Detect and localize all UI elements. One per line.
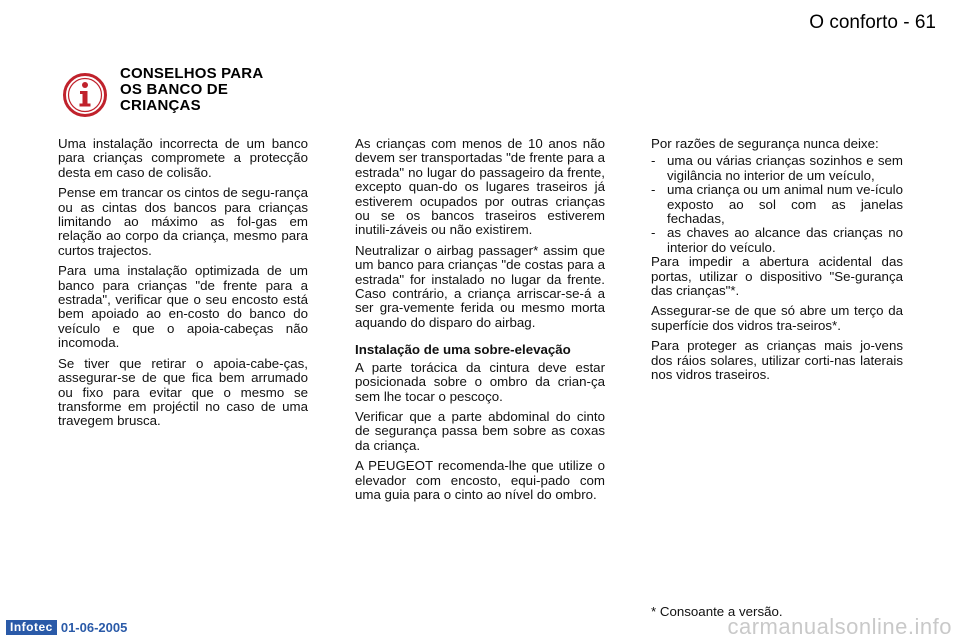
footer-brand bbox=[6, 620, 127, 635]
section-title-line: OS BANCO DE bbox=[120, 81, 229, 98]
paragraph: Verificar que a parte abdominal do cinto de segurança passa bem sobre as coxas da criança. bbox=[355, 408, 605, 453]
paragraph: Para uma instalação optimizada de um banco para crianças "de frente para a estrada", verificar que o seu encosto está bem apoiado ao en-costo do banco do veículo e que o apoia-cabeças não incomoda. bbox=[58, 263, 308, 351]
edition-date: 01-06-2005 bbox=[60, 620, 128, 635]
text-column-3 bbox=[651, 137, 903, 389]
paragraph: Neutralizar o airbag passager* assim que um banco para crianças "de costas para a estrada" for instalado no lugar da frente. Caso contrário, a criança arriscar-se-á a ser gra-vemente ferida ou mesmo morta aquando do disparo do airbag. bbox=[355, 242, 605, 330]
section-title-line: CRIANÇAS bbox=[120, 97, 201, 114]
text-column-2 bbox=[355, 137, 605, 508]
footnote: * Consoante a versão. bbox=[651, 604, 783, 619]
paragraph: Para impedir a abertura acidental das portas, utilizar o dispositivo "Se-gurança das crianças"*. bbox=[651, 254, 903, 299]
paragraph: Uma instalação incorrecta de um banco para crianças compromete a protecção desta em caso de colisão. bbox=[58, 136, 308, 180]
paragraph: Para proteger as crianças mais jo-vens dos ráios solares, utilizar corti-nas laterais nos vidros traseiros. bbox=[651, 338, 903, 383]
paragraph: Pense em trancar os cintos de segu-rança ou as cintas dos bancos para crianças limitando ao máximo as fol-gas em relação ao corpo da criança, mesmo para curtos trajectos. bbox=[58, 185, 308, 258]
paragraph: A PEUGEOT recomenda-lhe que utilize o elevador com encosto, equi-pado com uma guia para o cinto ao nível do ombro. bbox=[355, 458, 605, 502]
section-title-line: CONSELHOS PARA bbox=[120, 65, 264, 82]
list-item: - as chaves ao alcance das crianças no interior do veículo. bbox=[651, 226, 903, 255]
list-item: - uma ou várias crianças sozinhos e sem vigilância no interior de um veículo, bbox=[651, 154, 903, 183]
paragraph: Assegurar-se de que só abre um terço da superfície dos vidros tra-seiros*. bbox=[651, 303, 903, 333]
watermark: carmanualsonline.info bbox=[727, 614, 952, 639]
paragraph: Se tiver que retirar o apoia-cabe-ças, assegurar-se de que fica bem arrumado ou fixo para evitar que o mesmo se transforme em projéctil no caso de uma travegem brusca. bbox=[58, 355, 308, 429]
section-title bbox=[120, 66, 320, 114]
paragraph: A parte torácica da cintura deve estar posicionada sobre o ombro da crian-ça sem lhe tocar o pescoço. bbox=[355, 359, 605, 404]
paragraph: As crianças com menos de 10 anos não devem ser transportadas "de frente para a estrada" no lugar do passageiro da frente, excepto quan-do os lugares traseiros já estiverem ocupados por outras crianças ou se os bancos traseiros estiverem inutili-záveis ou não existirem. bbox=[355, 136, 605, 238]
info-icon bbox=[62, 72, 108, 118]
brand-logo: Infotec bbox=[6, 620, 57, 635]
subheading: Instalação de uma sobre-elevação bbox=[355, 342, 571, 358]
text-column-1 bbox=[58, 137, 308, 435]
paragraph: Por razões de segurança nunca deixe: bbox=[651, 136, 879, 151]
dash-list bbox=[651, 154, 903, 255]
list-item: - uma criança ou um animal num ve-ículo exposto ao sol com as janelas fechadas, bbox=[651, 183, 903, 226]
page-title: O conforto - 61 bbox=[809, 12, 936, 33]
